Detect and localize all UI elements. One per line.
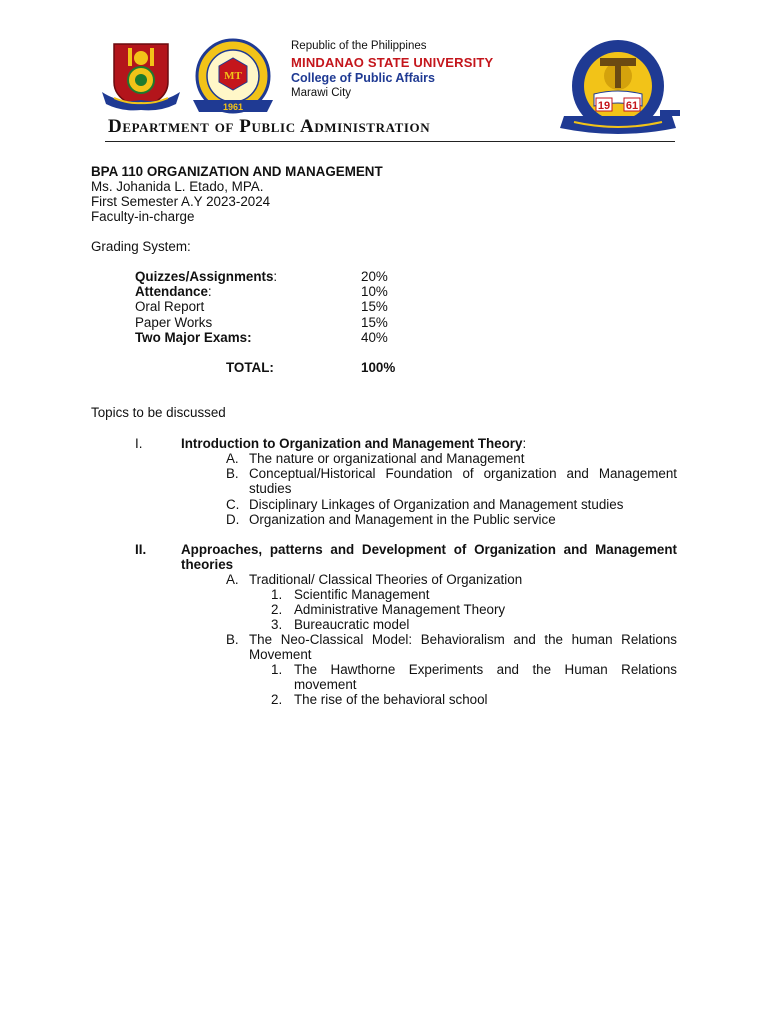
header-university: MINDANAO STATE UNIVERSITY — [291, 55, 494, 70]
grading-item-value: 20% — [361, 269, 388, 284]
grading-total-label: TOTAL: — [226, 360, 274, 375]
topic-item-text: The Neo-Classical Model: Behavioralism and the human Relations Movement — [249, 632, 677, 662]
grading-heading: Grading System: — [91, 239, 191, 254]
header-divider — [105, 141, 675, 142]
grading-item-value: 10% — [361, 284, 388, 299]
topic-item-text: Traditional/ Classical Theories of Organization — [249, 572, 523, 587]
subtopic-text: Bureaucratic model — [294, 617, 410, 632]
topic-item-text: Conceptual/Historical Foundation of organization and Management studies — [249, 466, 677, 496]
department-seal-year-right: 61 — [625, 100, 639, 112]
grading-item-label: Attendance: — [135, 284, 212, 299]
topic-item-letter: C. — [226, 497, 240, 512]
subtopic-number: 3. — [271, 617, 283, 632]
topic-item-text: Organization and Management in the Public service — [249, 512, 556, 527]
grading-item-label: Oral Report — [135, 299, 205, 314]
grading-item-value: 15% — [361, 299, 388, 314]
grading-item-label: Paper Works — [135, 315, 213, 330]
college-seal-logo — [187, 38, 279, 118]
subtopic-number: 1. — [271, 662, 283, 677]
header-city: Marawi City — [291, 87, 352, 99]
grading-item-label: Two Major Exams: — [135, 330, 252, 345]
subtopic-text: The rise of the behavioral school — [294, 692, 488, 707]
section-title: Approaches, patterns and Development of Organization and Management theories — [181, 542, 677, 572]
section-title: Introduction to Organization and Management Theory: — [181, 436, 527, 451]
header-republic: Republic of the Philippines — [291, 40, 427, 52]
subtopic-number: 1. — [271, 587, 283, 602]
topic-item-letter: A. — [226, 451, 239, 466]
msu-seal-logo — [100, 38, 182, 114]
subtopic-number: 2. — [271, 692, 283, 707]
grading-item-value: 40% — [361, 330, 388, 345]
section-numeral: I. — [135, 436, 143, 451]
svg-text:MT: MT — [224, 70, 242, 82]
course-role: Faculty-in-charge — [91, 209, 195, 224]
topic-item-text: The nature or organizational and Management — [249, 451, 525, 466]
department-seal-logo — [560, 36, 680, 138]
course-title: BPA 110 ORGANIZATION AND MANAGEMENT — [91, 164, 383, 179]
topic-item-letter: A. — [226, 572, 239, 587]
subtopic-number: 2. — [271, 602, 283, 617]
subtopic-text: Administrative Management Theory — [294, 602, 506, 617]
header-college: College of Public Affairs — [291, 71, 436, 85]
grading-total-value: 100% — [361, 360, 396, 375]
subtopic-text: Scientific Management — [294, 587, 430, 602]
course-term: First Semester A.Y 2023-2024 — [91, 194, 271, 209]
topic-item-letter: D. — [226, 512, 240, 527]
college-seal-year: 1961 — [222, 102, 244, 112]
header-department: Department of Public Administration — [108, 116, 431, 137]
topic-item-letter: B. — [226, 466, 239, 481]
department-seal-year-left: 19 — [597, 100, 611, 112]
section-numeral: II. — [135, 542, 147, 557]
course-instructor: Ms. Johanida L. Etado, MPA. — [91, 179, 264, 194]
topic-item-text: Disciplinary Linkages of Organization and Management studies — [249, 497, 624, 512]
grading-item-value: 15% — [361, 315, 388, 330]
topic-item-letter: B. — [226, 632, 239, 647]
grading-item-label: Quizzes/Assignments: — [135, 269, 278, 284]
topics-heading: Topics to be discussed — [91, 405, 226, 420]
subtopic-text: The Hawthorne Experiments and the Human Relations movement — [294, 662, 677, 692]
